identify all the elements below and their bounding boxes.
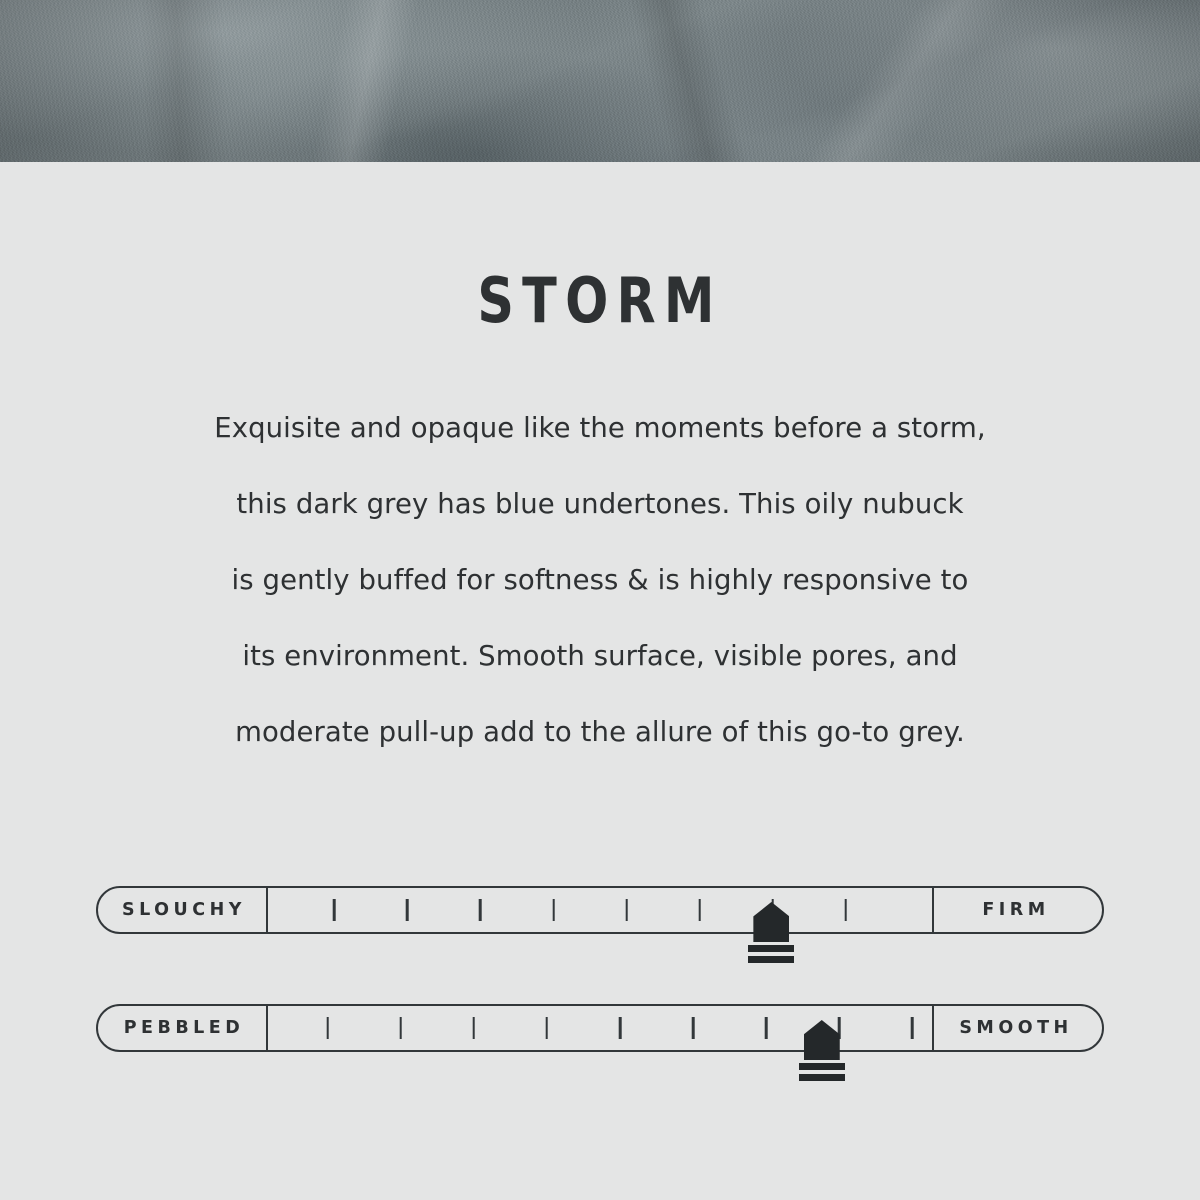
marker-bar <box>799 1074 845 1081</box>
scale-tick <box>479 899 482 921</box>
scale-temper <box>96 886 1104 996</box>
marker-bar <box>748 956 794 963</box>
scale-tick <box>844 899 847 921</box>
marker-bar <box>748 945 794 952</box>
scale-tick <box>619 1017 622 1039</box>
description-text <box>170 390 1030 770</box>
scale-tick <box>698 899 701 921</box>
scale-tick <box>406 899 409 921</box>
description-line: its environment. Smooth surface, visible pores, and <box>242 640 958 672</box>
scale-tick <box>552 899 555 921</box>
scale-tick <box>771 899 774 921</box>
scale-tick <box>546 1017 549 1039</box>
scale-temper-track[interactable] <box>268 888 932 932</box>
attribute-scales <box>0 886 1200 1114</box>
scale-texture-track[interactable] <box>268 1006 932 1050</box>
scale-tick <box>326 1017 329 1039</box>
page-title: STORM <box>477 264 723 337</box>
scale-tick <box>911 1017 914 1039</box>
scale-tick <box>625 899 628 921</box>
scale-temper-right-label: FIRM <box>932 888 1102 932</box>
scale-temper-left-label: SLOUCHY <box>98 888 268 932</box>
scale-texture-right-label: SMOOTH <box>932 1006 1102 1050</box>
scale-texture <box>96 1004 1104 1114</box>
scale-tick <box>838 1017 841 1039</box>
marker-bar <box>799 1063 845 1070</box>
scale-texture-bar[interactable] <box>96 1004 1104 1052</box>
description-line: Exquisite and opaque like the moments before a storm, <box>214 412 986 444</box>
leather-swatch-image <box>0 0 1200 162</box>
scale-tick <box>692 1017 695 1039</box>
scale-tick <box>473 1017 476 1039</box>
description-line: moderate pull-up add to the allure of this go-to grey. <box>235 716 965 748</box>
scale-tick <box>333 899 336 921</box>
scale-temper-bar[interactable] <box>96 886 1104 934</box>
description-line: is gently buffed for softness & is highly responsive to <box>231 564 969 596</box>
description-line: this dark grey has blue undertones. This oily nubuck <box>236 488 964 520</box>
swatch-vignette <box>0 0 1200 162</box>
scale-tick <box>765 1017 768 1039</box>
scale-tick <box>400 1017 403 1039</box>
scale-texture-left-label: PEBBLED <box>98 1006 268 1050</box>
